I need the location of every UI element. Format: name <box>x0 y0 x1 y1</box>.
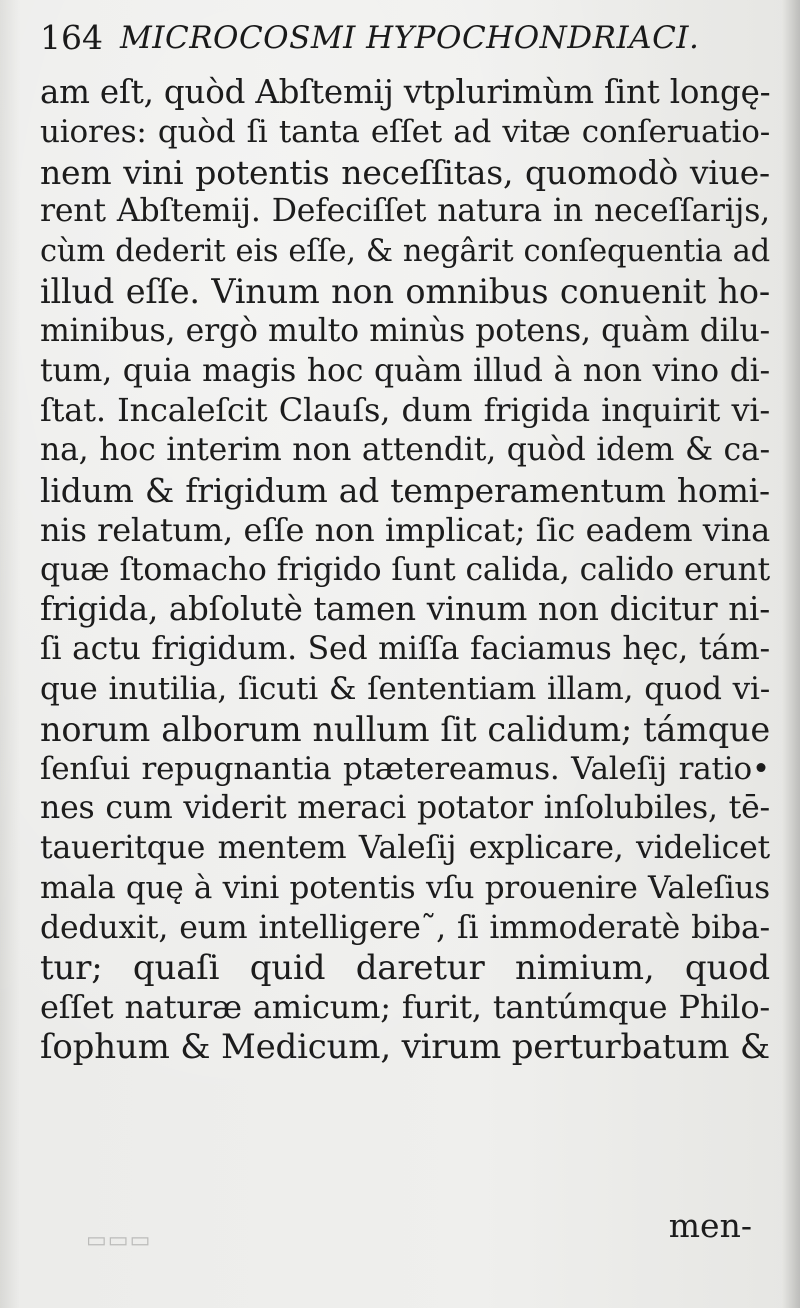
body-text <box>40 73 770 1213</box>
text-line: tum, quia magis hoc quàm illud à non vino di- <box>40 352 770 389</box>
text-line: rent Abſtemij. Defeciſſet natura in neceſſarijs, <box>40 193 770 230</box>
page-edge-shadow <box>782 0 800 1308</box>
text-line: taueritque mentem Valeſij explicare, videlicet <box>40 830 770 867</box>
text-line: que inutilia, ſicuti & ſententiam illam, quod vi- <box>40 670 770 707</box>
text-line: nem vini potentis neceſſitas, quomodò viue- <box>40 152 770 192</box>
text-line: norum alborum nullum ſit calidum; támque <box>40 709 770 749</box>
text-line: ſi actu frigidum. Sed miſſa faciamus hęc, tám- <box>40 631 770 668</box>
page-header <box>40 10 760 66</box>
text-line: deduxit, eum intelligere˜, ſi immoderatè biba- <box>40 909 770 946</box>
running-head: MICROCOSMI HYPOCHONDRIACI. <box>120 20 700 56</box>
text-line: ſenſui repugnantia ptætereamus. Valeſij ratio• <box>40 750 770 787</box>
text-line: minibus, ergò multo minùs potens, quàm dilu- <box>40 312 770 349</box>
text-line: frigida, abſolutè tamen vinum non dicitur ni- <box>40 590 770 629</box>
text-line: eſſet naturæ amicum; furit, tantúmque Philo- <box>40 988 770 1027</box>
text-line: tur; quaſi quid daretur nimium, quod <box>40 947 770 988</box>
text-line: nis relatum, eſſe non implicat; ſic eadem vina <box>40 510 770 549</box>
text-line: am eſt, quòd Abſtemij vtplurimùm ſint longę- <box>40 73 771 111</box>
text-line: nes cum viderit meraci potator inſolubiles, tē- <box>40 790 770 827</box>
text-line: ſtat. Incaleſcit Clauſs, dum frigida inquirit vi- <box>40 391 770 430</box>
faint-library-stamp: ▭▭▭ <box>86 1227 152 1252</box>
text-line: illud eſſe. Vinum non omnibus conuenit ho- <box>40 271 770 311</box>
text-line: ſophum & Medicum, virum perturbatum & <box>40 1027 770 1068</box>
text-line: cùm dederit eis eſſe, & negârit conſequentia ad <box>40 234 770 270</box>
text-line: mala quę à vini potentis vſu prouenire Valeſius <box>40 869 770 906</box>
text-line: quæ ſtomacho frigido ſunt calida, calido erunt <box>40 551 770 588</box>
catchword: men- <box>668 1206 752 1245</box>
text-line: na, hoc interim non attendit, quòd idem & ca- <box>40 432 770 469</box>
page-number: 164 <box>40 18 103 57</box>
text-line: uiores: quòd ſi tanta eſſet ad vitæ conſeruatio- <box>40 113 770 150</box>
text-line: lidum & frigidum ad temperamentum homi- <box>40 470 770 510</box>
